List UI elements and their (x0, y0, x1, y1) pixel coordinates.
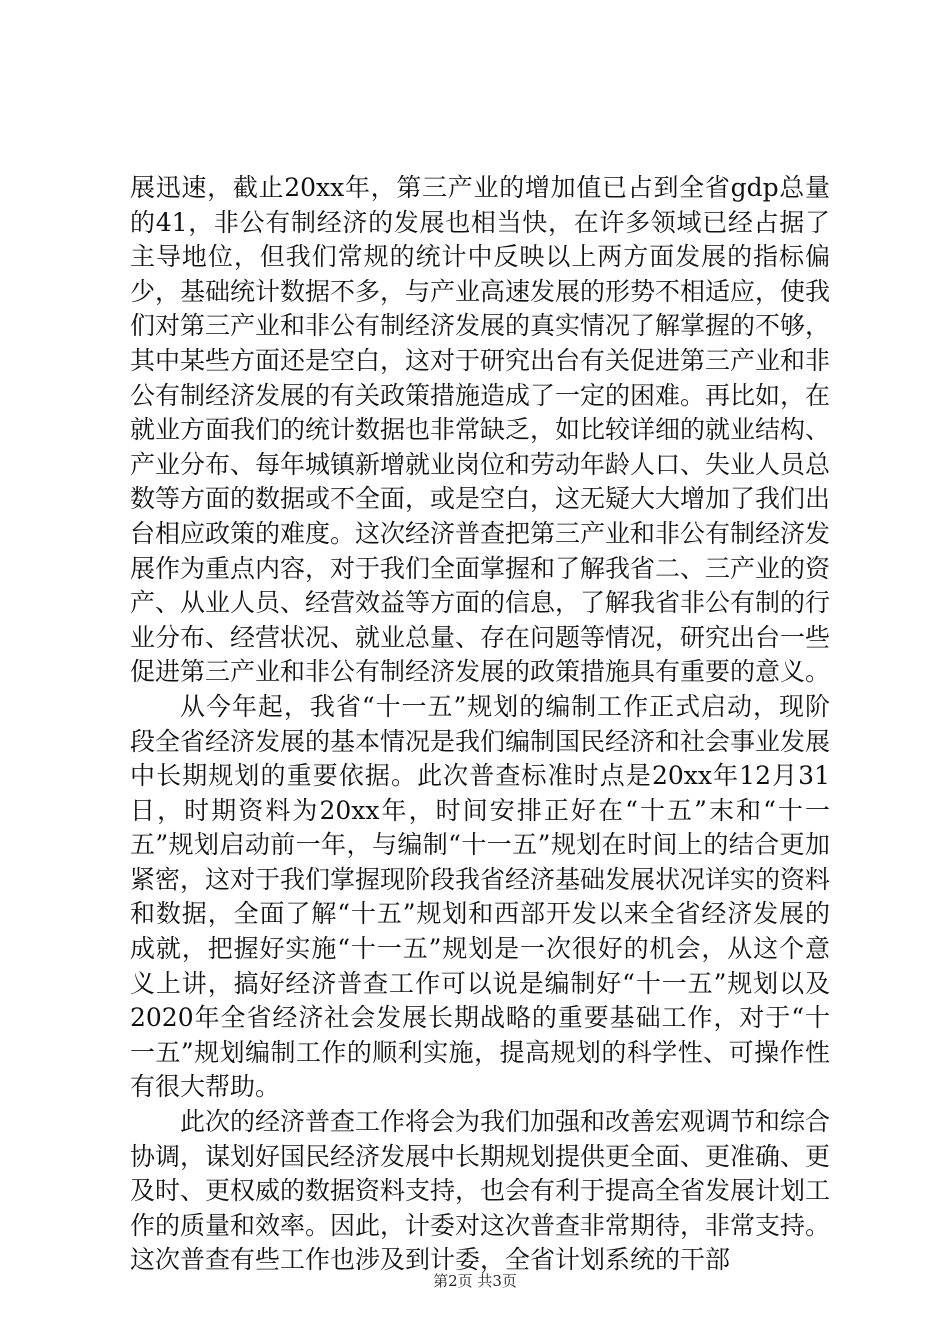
body-text (130, 171, 830, 1278)
page-footer: 第2页 共3页 (433, 1272, 517, 1290)
paragraph-1: 展迅速，截止20xx年，第三产业的增加值已占到全省gdp总量的41，非公有制经济的发展也相当快，在许多领域已经占据了主导地位，但我们常规的统计中反映以上两方面发展的指标偏少，基础统计数据不多，与产业高速发展的形势不相适应，使我们对第三产业和非公有制经济发展的真实情况了解掌握的不够，其中某些方面还是空白，这对于研究出台有关促进第三产业和非公有制经济发展的有关政策措施造成了一定的困难。再比如，在就业方面我们的统计数据也非常缺乏，如比较详细的就业结构、产业分布、每年城镇新增就业岗位和劳动年龄人口、失业人员总数等方面的数据或不全面，或是空白，这无疑大大增加了我们出台相应政策的难度。这次经济普查把第三产业和非公有制经济发展作为重点内容，对于我们全面掌握和了解我省二、三产业的资产、从业人员、经营效益等方面的信息，了解我省非公有制的行业分布、经营状况、就业总量、存在问题等情况，研究出台一些促进第三产业和非公有制经济发展的政策措施具有重要的意义。 (130, 173, 831, 687)
paragraph-2: 从今年起，我省“十一五”规划的编制工作正式启动，现阶段全省经济发展的基本情况是我们编制国民经济和社会事业发展中长期规划的重要依据。此次普查标准时点是20xx年12月31日，时期资料为20xx年，时间安排正好在“十五”末和“十一五”规划启动前一年，与编制“十一五”规划在时间上的结合更加紧密，这对于我们掌握现阶段我省经济基础发展状况详实的资料和数据，全面了解“十五”规划和西部开发以来全省经济发展的成就，把握好实施“十一五”规划是一次很好的机会，从这个意义上讲，搞好经济普查工作可以说是编制好“十一五”规划以及2020年全省经济社会发展长期战略的重要基础工作，对于“十一五”规划编制工作的顺利实施，提高规划的科学性、可操作性有很大帮助。 (130, 691, 831, 1102)
paragraph-3: 此次的经济普查工作将会为我们加强和改善宏观调节和综合协调，谋划好国民经济发展中长期规划提供更全面、更准确、更及时、更权威的数据资料支持，也会有利于提高全省发展计划工作的质量和效率。因此，计委对这次普查非常期待，非常支持。这次普查有些工作也涉及到计委，全省计划系统的干部 (130, 1107, 831, 1275)
